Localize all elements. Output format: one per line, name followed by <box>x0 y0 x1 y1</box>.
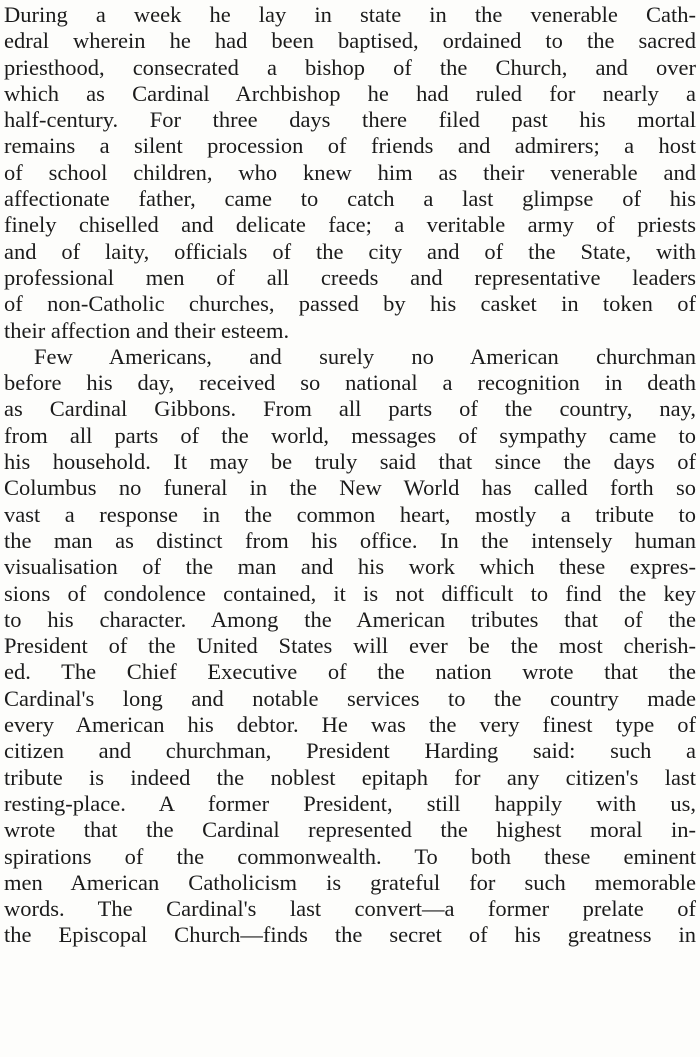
text-line: Cardinal's long and notable services to the country made <box>4 685 696 711</box>
text-line: before his day, received so national a recognition in death <box>4 370 696 396</box>
text-line: and of laity, officials of the city and of the State, with <box>4 238 696 264</box>
text-line: the man as distinct from his office. In the intensely human <box>4 527 696 553</box>
text-line: edral wherein he had been baptised, ordained to the sacred <box>4 28 696 54</box>
paragraph-2 <box>4 344 696 949</box>
text-line: half-century. For three days there filed past his mortal <box>4 107 696 133</box>
text-line: Few Americans, and surely no American churchman <box>34 343 696 369</box>
paragraph-1 <box>4 2 696 344</box>
text-line: which as Cardinal Archbishop he had ruled for nearly a <box>4 80 696 106</box>
text-line: as Cardinal Gibbons. From all parts of the country, nay, <box>4 396 696 422</box>
text-line: wrote that the Cardinal represented the highest moral in- <box>4 817 696 843</box>
text-line: spirations of the commonwealth. To both these eminent <box>4 843 696 869</box>
text-line: their affection and their esteem. <box>4 317 290 343</box>
text-line: sions of condolence contained, it is not difficult to find the key <box>4 580 696 606</box>
text-line: citizen and churchman, President Harding said: such a <box>4 738 696 764</box>
text-line: every American his debtor. He was the very finest type of <box>4 712 696 738</box>
text-line: words. The Cardinal's last convert—a former prelate of <box>4 896 696 922</box>
text-line: from all parts of the world, messages of sympathy came to <box>4 422 696 448</box>
body-text <box>4 2 696 949</box>
text-line: tribute is indeed the noblest epitaph for any citizen's last <box>4 764 696 790</box>
text-line: visualisation of the man and his work which these expres- <box>4 554 696 580</box>
text-line: President of the United States will ever be the most cherish- <box>4 633 696 659</box>
text-line: of non-Catholic churches, passed by his casket in token of <box>4 291 696 317</box>
text-line: affectionate father, came to catch a last glimpse of his <box>4 186 696 212</box>
text-line: to his character. Among the American tributes that of the <box>4 606 696 632</box>
text-line: resting-place. A former President, still happily with us, <box>4 790 696 816</box>
text-line: vast a response in the common heart, mostly a tribute to <box>4 501 696 527</box>
text-line: remains a silent procession of friends and admirers; a host <box>4 133 696 159</box>
text-line: priesthood, consecrated a bishop of the Church, and over <box>4 54 696 80</box>
text-line: During a week he lay in state in the venerable Cath- <box>4 2 696 27</box>
text-line: his household. It may be truly said that since the days of <box>4 449 696 475</box>
text-line: of school children, who knew him as their venerable and <box>4 159 696 185</box>
text-line: professional men of all creeds and representative leaders <box>4 264 696 290</box>
text-line: the Episcopal Church—finds the secret of his greatness in <box>4 922 696 948</box>
text-line: ed. The Chief Executive of the nation wrote that the <box>4 659 696 685</box>
text-line: finely chiselled and delicate face; a veritable army of priests <box>4 212 696 238</box>
text-line: men American Catholicism is grateful for such memorable <box>4 869 696 895</box>
text-line: Columbus no funeral in the New World has called forth so <box>4 475 696 501</box>
